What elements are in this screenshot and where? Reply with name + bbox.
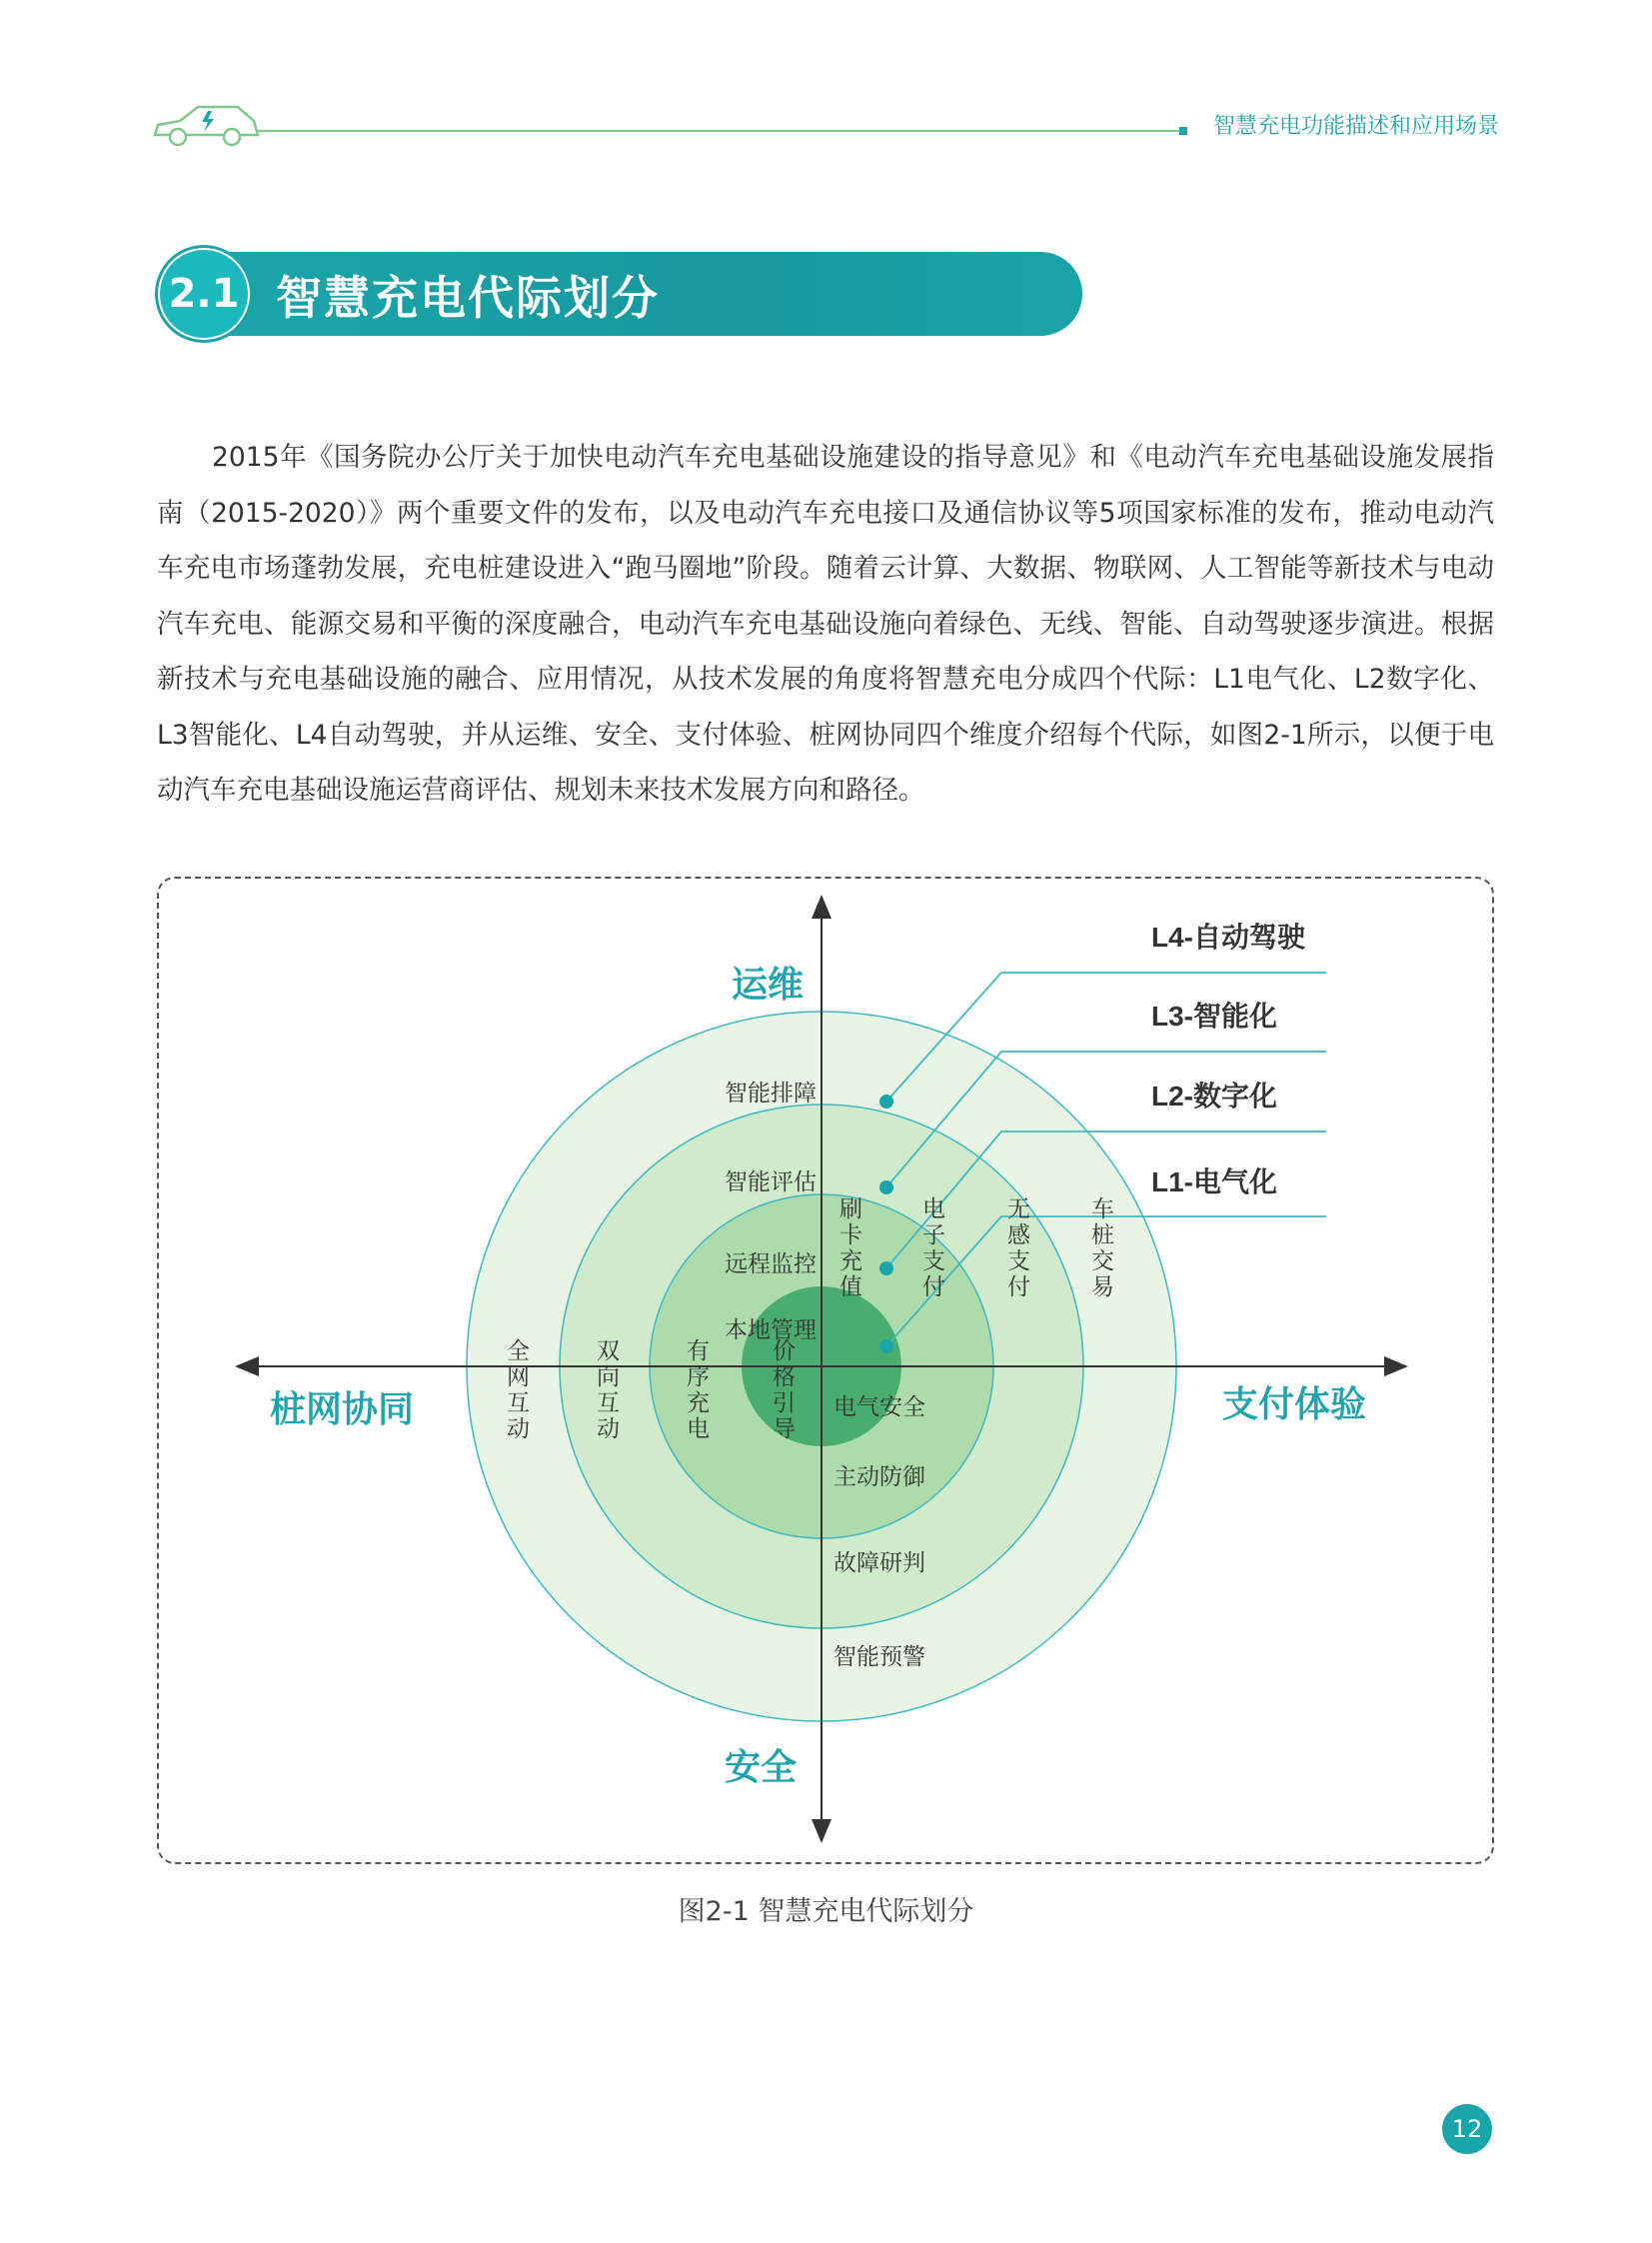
intro-paragraph: 2015年《国务院办公厅关于加快电动汽车充电基础设施建设的指导意见》和《电动汽车充电基础设施发展指南（2015-2020）》两个重要文件的发布，以及电动汽车充电接口及通信协议等5项国家标准的发布，推动电动汽车充电市场蓬勃发展，充电桩建设进入“跑马圈地”阶段。随着云计算、大数据、物联网、人工智能等新技术与电动汽车充电、能源交易和平衡的深度融合，电动汽车充电基础设施向着绿色、无线、智能、自动驾驶逐步演进。根据新技术与充电基础设施的融合、应用情况，从技术发展的角度将智慧充电分成四个代际：L1电气化、L2数字化、L3智能化、L4自动驾驶，并从运维、安全、支付体验、桩网协同四个维度介绍每个代际，如图2-1所示，以便于电动汽车充电基础设施运营商评估、规划未来技术发展方向和路径。 bbox=[157, 442, 1494, 806]
page-header bbox=[150, 95, 1499, 155]
payment-label-l4: 车桩交易 bbox=[1087, 1196, 1113, 1300]
ops-label-l1: 本地管理 bbox=[725, 1317, 817, 1343]
dot-l4 bbox=[879, 1095, 893, 1109]
safety-label-l1: 电气安全 bbox=[833, 1394, 925, 1420]
car-logo-icon bbox=[150, 95, 1349, 155]
axis-label-left: 桩网协同 bbox=[269, 1388, 415, 1429]
level-label-l1: L1-电气化 bbox=[1151, 1166, 1278, 1197]
grid-label-l1: 价格引导 bbox=[769, 1338, 795, 1442]
payment-label-l3: 无感支付 bbox=[1003, 1196, 1029, 1300]
dot-l2 bbox=[879, 1261, 893, 1275]
section-banner bbox=[158, 248, 1082, 340]
ops-label-l2: 远程监控 bbox=[725, 1251, 817, 1277]
level-label-l4: L4-自动驾驶 bbox=[1151, 922, 1306, 953]
header-title: 智慧充电功能描述和应用场景 bbox=[1212, 114, 1499, 139]
safety-label-l4: 智能预警 bbox=[833, 1644, 925, 1670]
page-number: 12 bbox=[1442, 2104, 1492, 2154]
section-number: 2.1 bbox=[158, 248, 250, 340]
axis-label-bottom: 安全 bbox=[724, 1746, 798, 1787]
section-title: 智慧充电代际划分 bbox=[276, 271, 660, 325]
generation-diagram bbox=[157, 877, 1494, 1864]
dot-l1 bbox=[879, 1339, 893, 1353]
axis-label-top: 运维 bbox=[731, 964, 805, 1005]
grid-label-l3: 双向互动 bbox=[593, 1338, 619, 1442]
payment-label-l1: 刷卡充值 bbox=[835, 1196, 861, 1300]
payment-label-l2: 电子支付 bbox=[918, 1196, 944, 1300]
ops-label-l4: 智能排障 bbox=[725, 1081, 817, 1107]
ops-label-l3: 智能评估 bbox=[725, 1169, 817, 1195]
figure-caption: 图2-1 智慧充电代际划分 bbox=[678, 1896, 974, 1927]
level-label-l3: L3-智能化 bbox=[1151, 1001, 1278, 1032]
level-label-l2: L2-数字化 bbox=[1151, 1081, 1278, 1112]
grid-label-l4: 全网互动 bbox=[503, 1338, 529, 1442]
safety-label-l2: 主动防御 bbox=[833, 1464, 925, 1490]
axis-label-right: 支付体验 bbox=[1221, 1383, 1367, 1424]
dot-l3 bbox=[879, 1180, 893, 1194]
grid-label-l2: 有序充电 bbox=[683, 1338, 709, 1442]
safety-label-l3: 故障研判 bbox=[833, 1550, 925, 1576]
